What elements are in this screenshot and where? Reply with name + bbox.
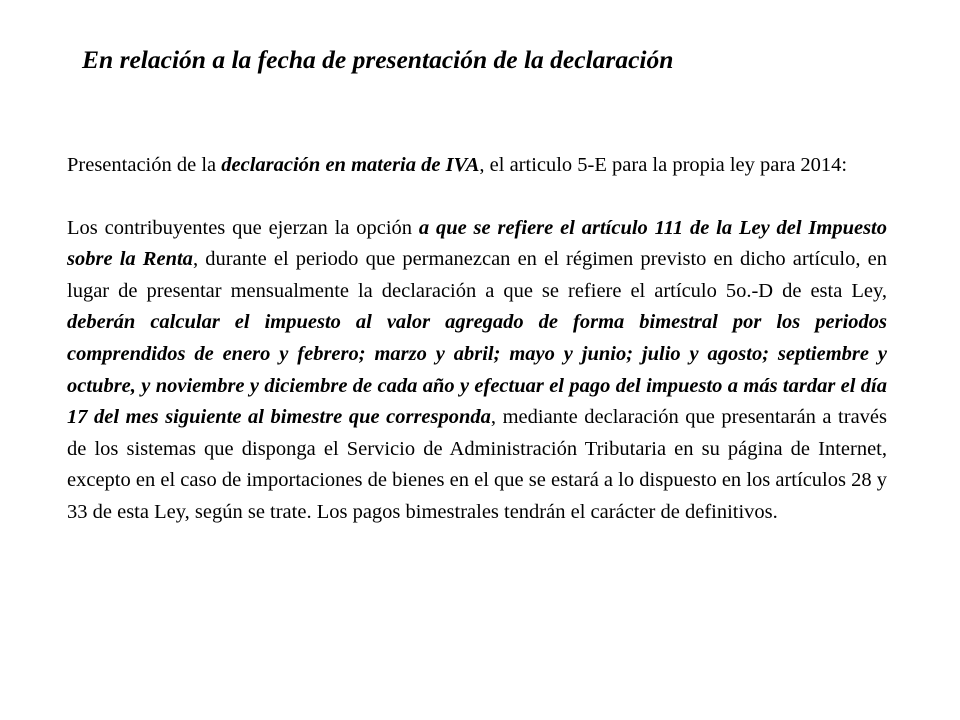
emphasis-text: a que se refiere el artículo 111 de la Ley del Impuesto sobre la Renta xyxy=(67,216,887,271)
paragraph-iva-declaration xyxy=(67,150,887,182)
paragraph-text: Presentación de la xyxy=(67,154,222,176)
paragraph-text: , el articulo 5-E para la propia ley para 2014: xyxy=(479,154,848,176)
emphasis-text: deberán calcular el impuesto al valor agregado de forma bimestral por los periodos comprendidos de enero y febrero; marzo y abril; mayo y junio; julio y agosto; septiembre y octubre, y noviembre y diciembre de cada año y efectuar el pago del impuesto a más tardar el día 17 del mes siguiente al bimestre que corresponda xyxy=(67,311,887,429)
paragraph-text: Los contribuyentes que ejerzan la opción xyxy=(67,216,419,239)
body-text xyxy=(67,150,887,529)
emphasis-text: declaración en materia de IVA xyxy=(221,154,480,176)
paragraph-bimonthly-payment xyxy=(67,213,887,529)
paragraph-text: , mediante declaración que presentarán a través de los sistemas que disponga el Servicio de Administración Tributaria en su página de Internet, excepto en el caso de importaciones de bienes en el que se estará a lo dispuesto en los artículos 28 y 33 de esta Ley, según se trate. Los pagos bimestrales tendrán el carácter de definitivos. xyxy=(67,406,887,523)
slide-title: En relación a la fecha de presentación de la declaración xyxy=(82,45,674,74)
paragraph-text: , durante el periodo que permanezcan en el régimen previsto en dicho artículo, en lugar de presentar mensualmente la declaración a que se refiere el artículo 5o.-D de esta Ley, xyxy=(67,248,887,302)
